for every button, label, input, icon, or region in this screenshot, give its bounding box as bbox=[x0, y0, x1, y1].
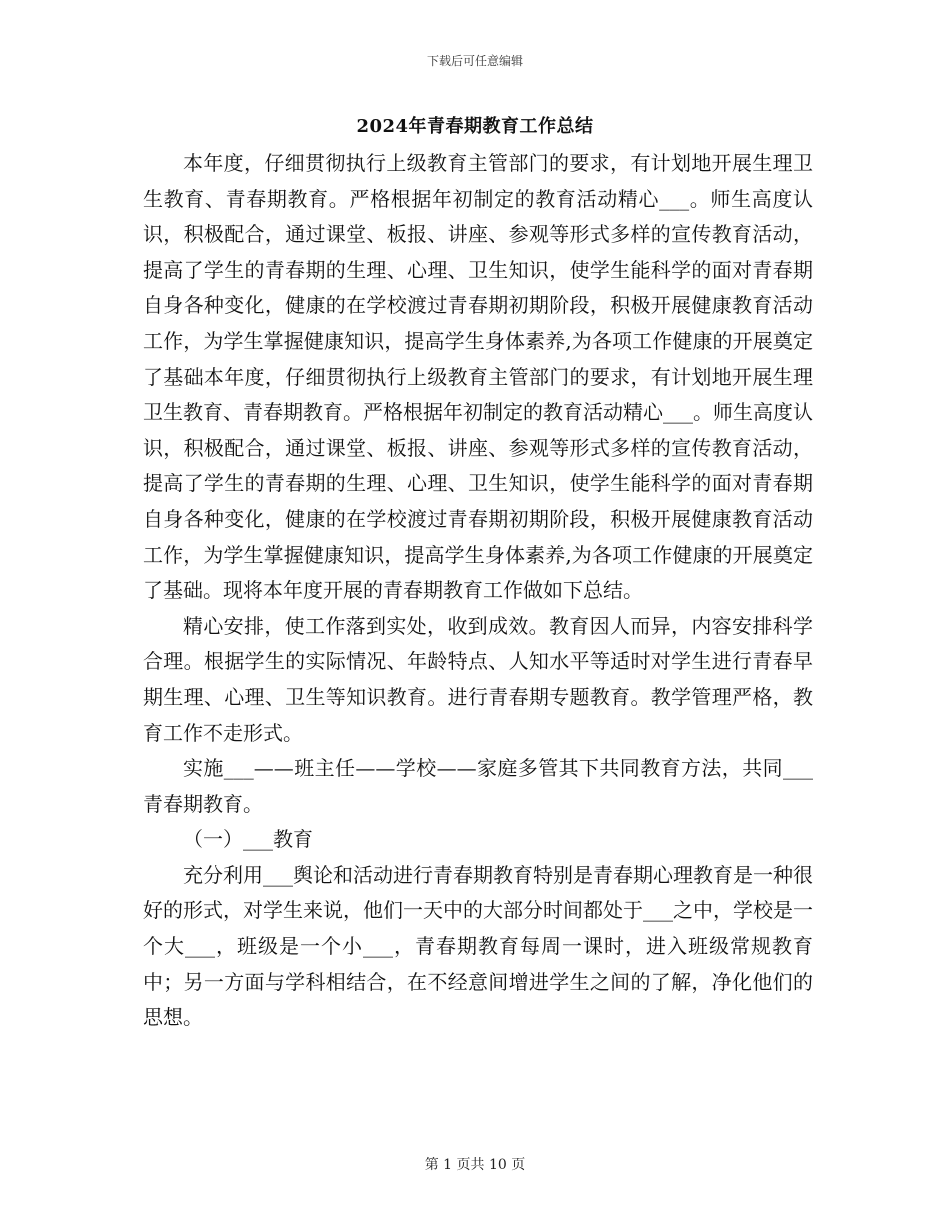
page-footer-number: 第 1 页共 10 页 bbox=[424, 1157, 526, 1173]
paragraph-implementation: 实施___——班主任——学校——家庭多管其下共同教育方法，共同___青春期教育。 bbox=[143, 756, 813, 816]
document-title: 2024年青春期教育工作总结 bbox=[356, 116, 594, 137]
document-body bbox=[143, 146, 813, 1036]
page-header-note: 下载后可任意编辑 bbox=[426, 54, 523, 68]
section-heading-one: （一）___教育 bbox=[183, 827, 313, 852]
paragraph-full-use: 充分利用___舆论和活动进行青春期教育特别是青春期心理教育是一种很好的形式，对学生来说，他们一天中的大部分时间都处于___之中，学校是一个大___，班级是一个小___，青春期教育每周一课时，进入班级常规教育中；另一方面与学科相结合，在不经意间增进学生之间的了解，净化他们的思想。 bbox=[143, 862, 813, 1030]
paragraph-arrangement: 精心安排，使工作落到实处，收到成效。教育因人而异，内容安排科学合理。根据学生的实际情况、年龄特点、人知水平等适时对学生进行青春早期生理、心理、卫生等知识教育。进行青春期专题教育。教学管理严格，教育工作不走形式。 bbox=[143, 613, 813, 745]
paragraph-intro: 本年度，仔细贯彻执行上级教育主管部门的要求，有计划地开展生理卫生教育、青春期教育。严格根据年初制定的教育活动精心___。师生高度认识，积极配合，通过课堂、板报、讲座、参观等形式多样的宣传教育活动，提高了学生的青春期的生理、心理、卫生知识，使学生能科学的面对青春期自身各种变化，健康的在学校渡过青春期初期阶段，积极开展健康教育活动工作，为学生掌握健康知识，提高学生身体素养,为各项工作健康的开展奠定了基础本年度，仔细贯彻执行上级教育主管部门的要求，有计划地开展生理卫生教育、青春期教育。严格根据年初制定的教育活动精心___。师生高度认识，积极配合，通过课堂、板报、讲座、参观等形式多样的宣传教育活动，提高了学生的青春期的生理、心理、卫生知识，使学生能科学的面对青春期自身各种变化，健康的在学校渡过青春期初期阶段，积极开展健康教育活动工作，为学生掌握健康知识，提高学生身体素养,为各项工作健康的开展奠定了基础。现将本年度开展的青春期教育工作做如下总结。 bbox=[143, 151, 813, 603]
